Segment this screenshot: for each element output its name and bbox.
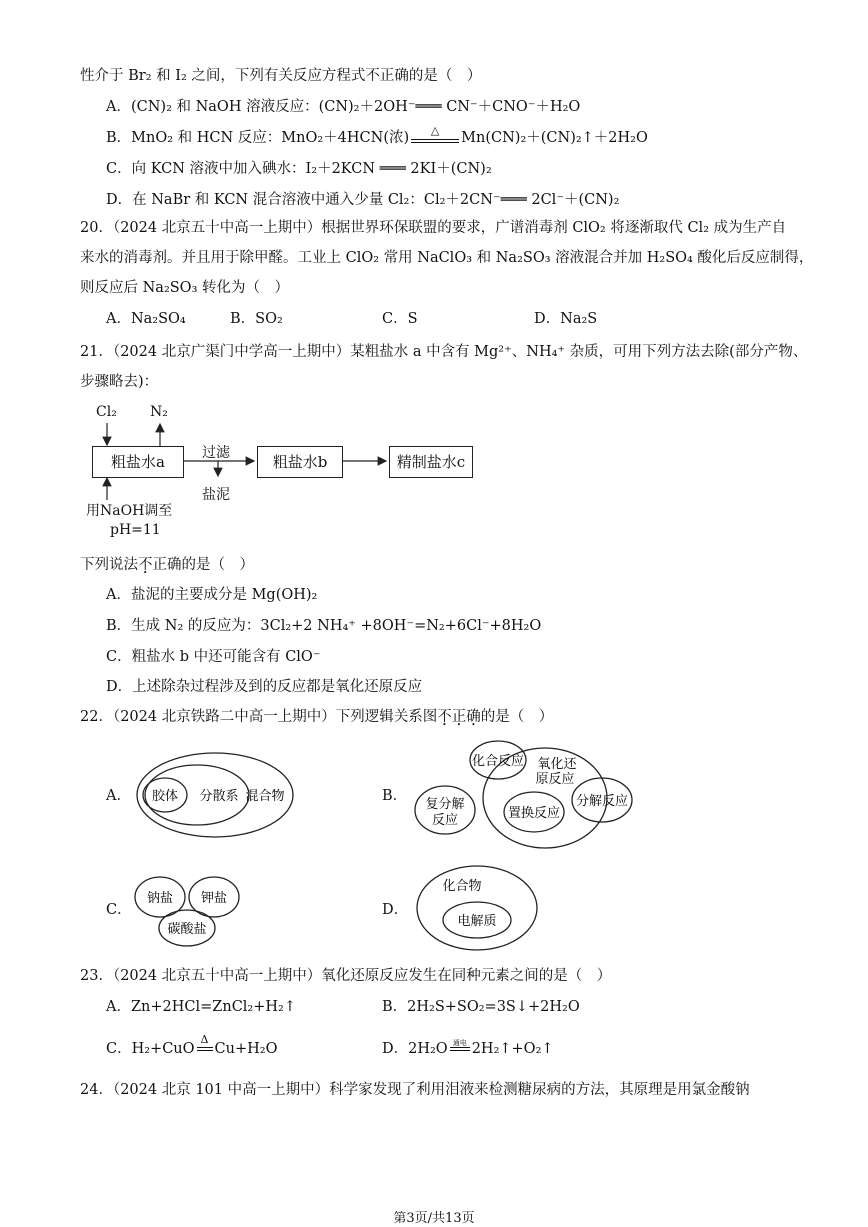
q22-d-outer-label: 化合物 [442,879,482,894]
q20-option-b: B．SO₂ [230,311,283,327]
q22-b-c3b-label: 反应 [431,813,459,828]
q22-b-c1-label: 化合反应 [471,754,525,769]
q22-a-mid-label: 分散系 [199,789,239,804]
q22-b-label: B． [382,788,408,804]
q22-a-inner-label: 胶体 [151,789,179,804]
q20-line2: 来水的消毒剂。并且用于除甲醛。工业上 ClO₂ 常用 NaClO₃ 和 Na₂SO₃ 溶液混合并加 H₂SO₄ 酸化后反应制得， [80,250,814,266]
q21-option-c: C．粗盐水 b 中还可能含有 ClO⁻ [106,649,321,665]
q21-ask: 下列说法不正确的是（ ） [80,557,254,573]
q22-b-venn [410,728,650,853]
q21-line1: 21．（2024 北京广渠门中学高一上期中）某粗盐水 a 中含有 Mg²⁺、NH₄⁺ 杂质，可用下列方法去除(部分产物、 [80,344,808,360]
q20-line1: 20．（2024 北京五十中高一上期中）根据世界环保联盟的要求，广谱消毒剂 ClO₂ 将逐渐取代 Cl₂ 成为生产自 [80,220,787,236]
q19-option-c: C．向 KCN 溶液中加入碘水：I₂＋2KCN ═══ 2KI＋(CN)₂ [106,161,492,177]
q23-option-a: A．Zn+2HCl=ZnCl₂+H₂↑ [106,999,297,1015]
q23-option-c: C．H₂+CuO Δ Cu+H₂O [106,1033,278,1057]
q22-c-c2-label: 钾盐 [200,891,228,906]
flow-filter-label: 过滤 [202,445,230,461]
q20-line3: 则反应后 Na₂SO₃ 转化为（ ） [80,280,289,296]
q22-b-c3a-label: 复分解 [425,797,465,812]
q22-c-label: C． [106,902,132,918]
flow-naoh-label-1: 用NaOH调至 [86,503,173,519]
flow-box-c: 精制盐水c [389,446,473,478]
flow-n2-label: N₂ [150,404,168,420]
q22-a-venn [130,745,310,845]
q19-b-condition: △ [409,128,461,148]
flow-cl2-label: Cl₂ [96,404,117,420]
q23-d-condition: 通电 [448,1039,472,1059]
flow-naoh-label-2: pH=11 [110,522,161,538]
q23-c-condition: Δ [195,1039,215,1059]
q21-option-d: D．上述除杂过程涉及到的反应都是氧化还原反应 [106,679,423,695]
q22-b-c4-label: 置换反应 [507,806,561,821]
q24-stem: 24．（2024 北京 101 中高一上期中）科学家发现了利用泪液来检测糖尿病的方法，其原理是用氯金酸钠 [80,1082,750,1098]
q22-a-label: A． [106,788,131,804]
q21-line2: 步骤略去)： [80,374,159,390]
q22-c-venn [130,872,250,952]
q23-option-d: D．2H₂O 通电 2H₂↑+O₂↑ [382,1039,554,1057]
q21-option-a: A．盐泥的主要成分是 Mg(OH)₂ [106,587,318,603]
flow-box-a: 粗盐水a [92,446,184,478]
q19-b-post: Mn(CN)₂＋(CN)₂↑＋2H₂O [461,130,648,146]
q19-option-b [106,124,648,148]
q22-c-c1-label: 钠盐 [146,891,174,906]
q23-stem: 23．（2024 北京五十中高一上期中）氧化还原反应发生在同种元素之间的是（ ） [80,968,612,984]
q19-option-a: A．(CN)₂ 和 NaOH 溶液反应：(CN)₂＋2OH⁻═══ CN⁻＋CNO⁻＋H₂O [106,99,581,115]
q22-b-c2a-label: 氧化还 [537,757,577,772]
q22-c-c3-label: 碳酸盐 [167,922,207,937]
q22-b-c2b-label: 原反应 [535,772,575,787]
page-footer: 第3页/共13页 [393,1211,475,1226]
q21-option-b: B．生成 N₂ 的反应为：3Cl₂+2 NH₄⁺ +8OH⁻=N₂+6Cl⁻+8H₂O [106,618,542,634]
q22-d-label: D． [382,902,409,918]
q22-d-inner-label: 电解质 [457,914,497,929]
q22-b-c5-label: 分解反应 [575,794,629,809]
q19-b-pre: B．MnO₂ 和 HCN 反应：MnO₂＋4HCN(浓) [106,130,410,146]
q20-option-a: A．Na₂SO₄ [106,311,186,327]
q19-intro: 性介于 Br₂ 和 I₂ 之间，下列有关反应方程式不正确的是（ ） [80,68,482,84]
q20-option-d: D．Na₂S [534,311,598,327]
flow-box-b: 粗盐水b [257,446,343,478]
q22-a-outer-label: 混合物 [245,789,285,804]
flow-sludge-label: 盐泥 [202,487,230,503]
q19-option-d: D．在 NaBr 和 KCN 混合溶液中通入少量 Cl₂：Cl₂＋2CN⁻═══ 2Cl⁻＋(CN)₂ [106,192,620,208]
q23-option-b: B．2H₂S+SO₂=3S↓+2H₂O [382,999,580,1015]
q22-d-venn [410,862,550,957]
q20-option-c: C．S [382,311,418,327]
q21-flow-diagram [80,400,500,545]
q22-stem: 22．（2024 北京铁路二中高一上期中）下列逻辑关系图不正确的是（ ） [80,709,554,725]
